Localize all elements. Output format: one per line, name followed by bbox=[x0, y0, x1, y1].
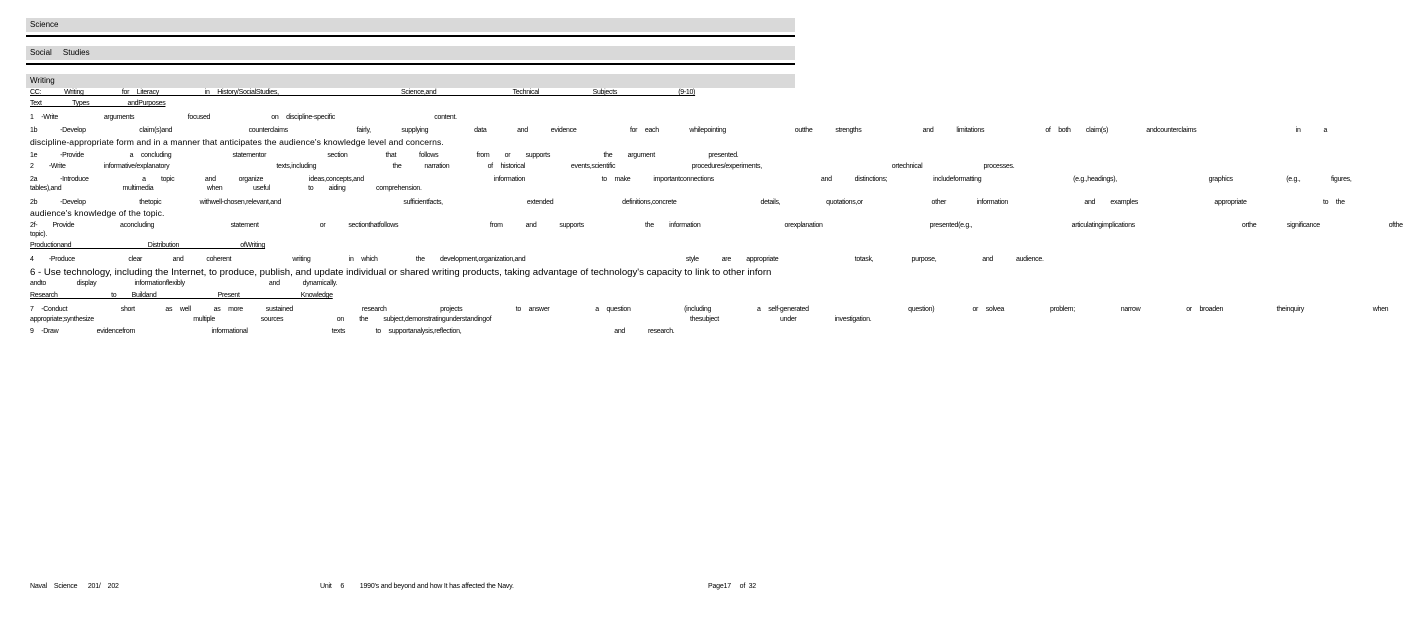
section-bar-science bbox=[26, 18, 795, 32]
standard-w2a-line1: 2a -Introduce a topic and organize ideas,concepts,and information to make importantconnections and distinctions; includeformatting (e.g.,headings), graphics (e.g., figures, bbox=[30, 176, 1352, 183]
standard-w2f-line1: 2f- Provide aconcluding statement or sectionthatfollows from and supports the information orexplanation presented(e.g., articulatingimplications orthe significance ofthe bbox=[30, 222, 1403, 229]
footer-course: Naval Science 201/ 202 bbox=[30, 583, 119, 590]
section-bar-social-studies bbox=[26, 46, 795, 60]
standard-w2a-line2: tables),and multimedia when useful to aiding comprehension. bbox=[30, 185, 422, 192]
section-title-writing: Writing bbox=[30, 76, 55, 85]
text-types-heading: Text Types andPurposes bbox=[30, 100, 166, 107]
standard-w2b-line2: audience's knowledge of the topic. bbox=[30, 208, 165, 218]
standard-w6-line2: andto display informationflexibly and dynamically. bbox=[30, 280, 338, 287]
standard-w1b-line1: 1b -Develop claim(s)and counterclaims fairly, supplying data and evidence for each whilepointing outthe strengths and limitations of both claim(s) andcounterclaims in a bbox=[30, 127, 1328, 134]
standard-w1e: 1e -Provide a concluding statementor section that follows from or supports the argument presented. bbox=[30, 152, 739, 159]
standard-w2: 2 -Write informative/explanatory texts,including the narration of historical events,scientific procedures/experiments, ortechnical processes. bbox=[30, 163, 1015, 170]
standard-w6-line1: 6 - Use technology, including the Internet, to produce, publish, and update individual or shared writing products, taking advantage of technology's capacity to link to other inforn bbox=[30, 267, 772, 278]
footer-page-number: Page17 of 32 bbox=[708, 583, 756, 590]
standard-w2b-line1: 2b -Develop thetopic withwell-chosen,relevant,and sufficientfacts, extended definitions,concrete details, quotations,or other information and examples appropriate to the bbox=[30, 199, 1345, 206]
standard-w7-line2: appropriate;synthesize multiple sources on the subject,demonstratingunderstandingof thesubject under investigation. bbox=[30, 316, 872, 323]
section-title-science: Science bbox=[30, 20, 59, 29]
standards-heading: CC: Writing for Literacy in History/SocialStudies, Science,and Technical Subjects (9-10) bbox=[30, 89, 696, 96]
standard-w7-line1: 7 -Conduct short as well as more sustained research projects to answer a question (including a self-generated question) or solvea problem; narrow or broaden theinquiry when bbox=[30, 306, 1389, 313]
section-title-social-studies: Social Studies bbox=[30, 48, 90, 57]
section-bar-writing bbox=[26, 74, 795, 88]
standard-w9: 9 -Draw evidencefrom informational texts to supportanalysis,reflection, and research. bbox=[30, 328, 675, 335]
standard-w1b-line2: discipline-appropriate form and in a manner that anticipates the audience's knowledge level and concerns. bbox=[30, 137, 444, 147]
research-heading: Research to Buildand Present Knowledge bbox=[30, 292, 333, 299]
standard-w4: 4 -Produce clear and coherent writing in which the development,organization,and style are appropriate totask, purpose, and audience. bbox=[30, 256, 1044, 263]
standard-w1: 1 -Write arguments focused on discipline-specific content. bbox=[30, 114, 457, 121]
production-heading: Productionand Distribution ofWriting bbox=[30, 242, 266, 249]
divider bbox=[26, 35, 795, 37]
standard-w2f-line2: topic). bbox=[30, 231, 47, 238]
divider bbox=[26, 63, 795, 65]
footer-unit: Unit 6 1990's and beyond and how It has affected the Navy. bbox=[320, 583, 514, 590]
